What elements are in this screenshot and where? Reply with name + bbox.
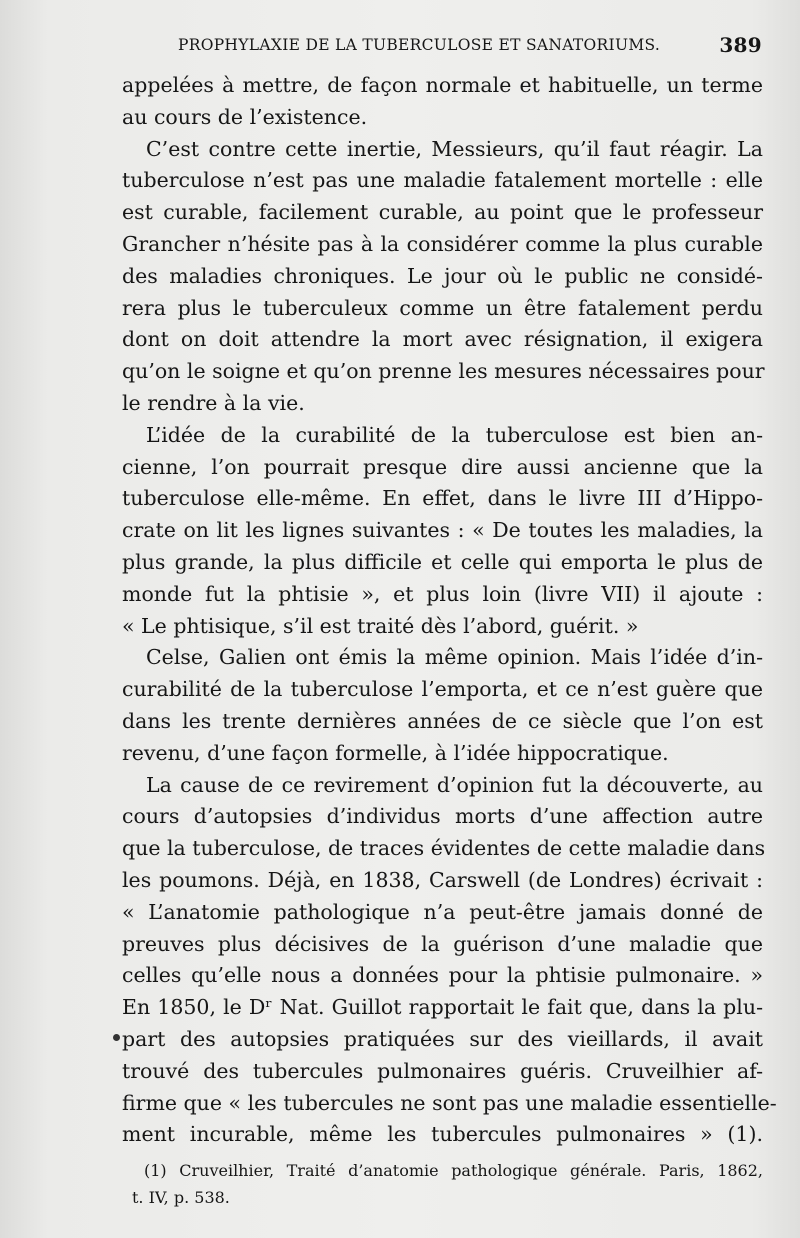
text-line: monde fut la phtisie », et plus loin (livre VII) il ajoute : [122,581,763,606]
body-text [122,70,777,1151]
text-line: Grancher n’hésite pas à la considérer comme la plus curable [122,231,763,256]
text-line: rera plus le tuberculeux comme un être fatalement perdu [122,295,763,320]
running-title: PROPHYLAXIE DE LA TUBERCULOSE ET SANATORIUMS. [178,36,661,54]
footnotes [132,1157,763,1211]
text-line: tuberculose n’est pas une maladie fatalement mortelle : elle [122,168,763,193]
text-line: ment incurable, même les tubercules pulmonaires » (1). [122,1122,763,1147]
footnote-line: (1) Cruveilhier, Traité d’anatomie pathologique générale. Paris, 1862, [144,1161,763,1180]
text-line: revenu, d’une façon formelle, à l’idée hippocratique. [122,740,669,765]
text-line: au cours de l’existence. [122,104,368,129]
text-line: crate on lit les lignes suivantes : « De toutes les maladies, la [122,518,763,543]
text-line: tuberculose elle-même. En effet, dans le livre III d’Hippo- [122,486,763,511]
text-line: les poumons. Déjà, en 1838, Carswell (de Londres) écrivait : [122,867,763,892]
text-line: Celse, Galien ont émis la même opinion. Mais l’idée d’in- [146,645,763,670]
text-line: curabilité de la tuberculose l’emporta, et ce n’est guère que [122,677,763,702]
text-line: appelées à mettre, de façon normale et habituelle, un terme [122,73,763,97]
text-line: « L’anatomie pathologique n’a peut-être jamais donné de [122,899,763,924]
text-line: L’idée de la curabilité de la tuberculose est bien an- [146,422,763,447]
text-line: celles qu’elle nous a données pour la phtisie pulmonaire. » [122,963,763,988]
text-line: « Le phtisique, s’il est traité dès l’abord, guérit. » [122,613,639,638]
text-line: dont on doit attendre la mort avec résignation, il exigera [122,327,763,352]
text-line: cienne, l’on pourrait presque dire aussi ancienne que la [122,454,763,479]
text-line: En 1850, le Dʳ Nat. Guillot rapportait le fait que, dans la plu- [122,995,763,1020]
text-line: que la tuberculose, de traces évidentes de cette maladie dans [122,836,766,861]
text-line: des maladies chroniques. Le jour où le public ne considé- [122,263,763,288]
footnote-line: t. IV, p. 538. [132,1188,230,1207]
text-line: La cause de ce revirement d’opinion fut la découverte, au [146,772,763,797]
text-line: preuves plus décisives de la guérison d’une maladie que [122,931,763,956]
text-line: plus grande, la plus difficile et celle qui emporta le plus de [122,549,763,574]
text-line: qu’on le soigne et qu’on prenne les mesures nécessaires pour [122,359,765,384]
text-line: le rendre à la vie. [122,390,305,415]
ink-speck [113,1034,120,1041]
text-line: part des autopsies pratiquées sur des vieillards, il avait [122,1026,763,1051]
text-line: C’est contre cette inertie, Messieurs, qu’il faut réagir. La [146,136,763,161]
running-header [178,33,762,59]
text-line: trouvé des tubercules pulmonaires guéris. Cruveilhier af- [122,1058,763,1083]
text-line: dans les trente dernières années de ce siècle que l’on est [122,708,763,733]
text-line: est curable, facilement curable, au point que le professeur [122,200,763,225]
page-number: 389 [719,33,762,57]
text-line: firme que « les tubercules ne sont pas une maladie essentielle- [122,1090,777,1115]
text-line: cours d’autopsies d’individus morts d’une affection autre [122,804,763,829]
